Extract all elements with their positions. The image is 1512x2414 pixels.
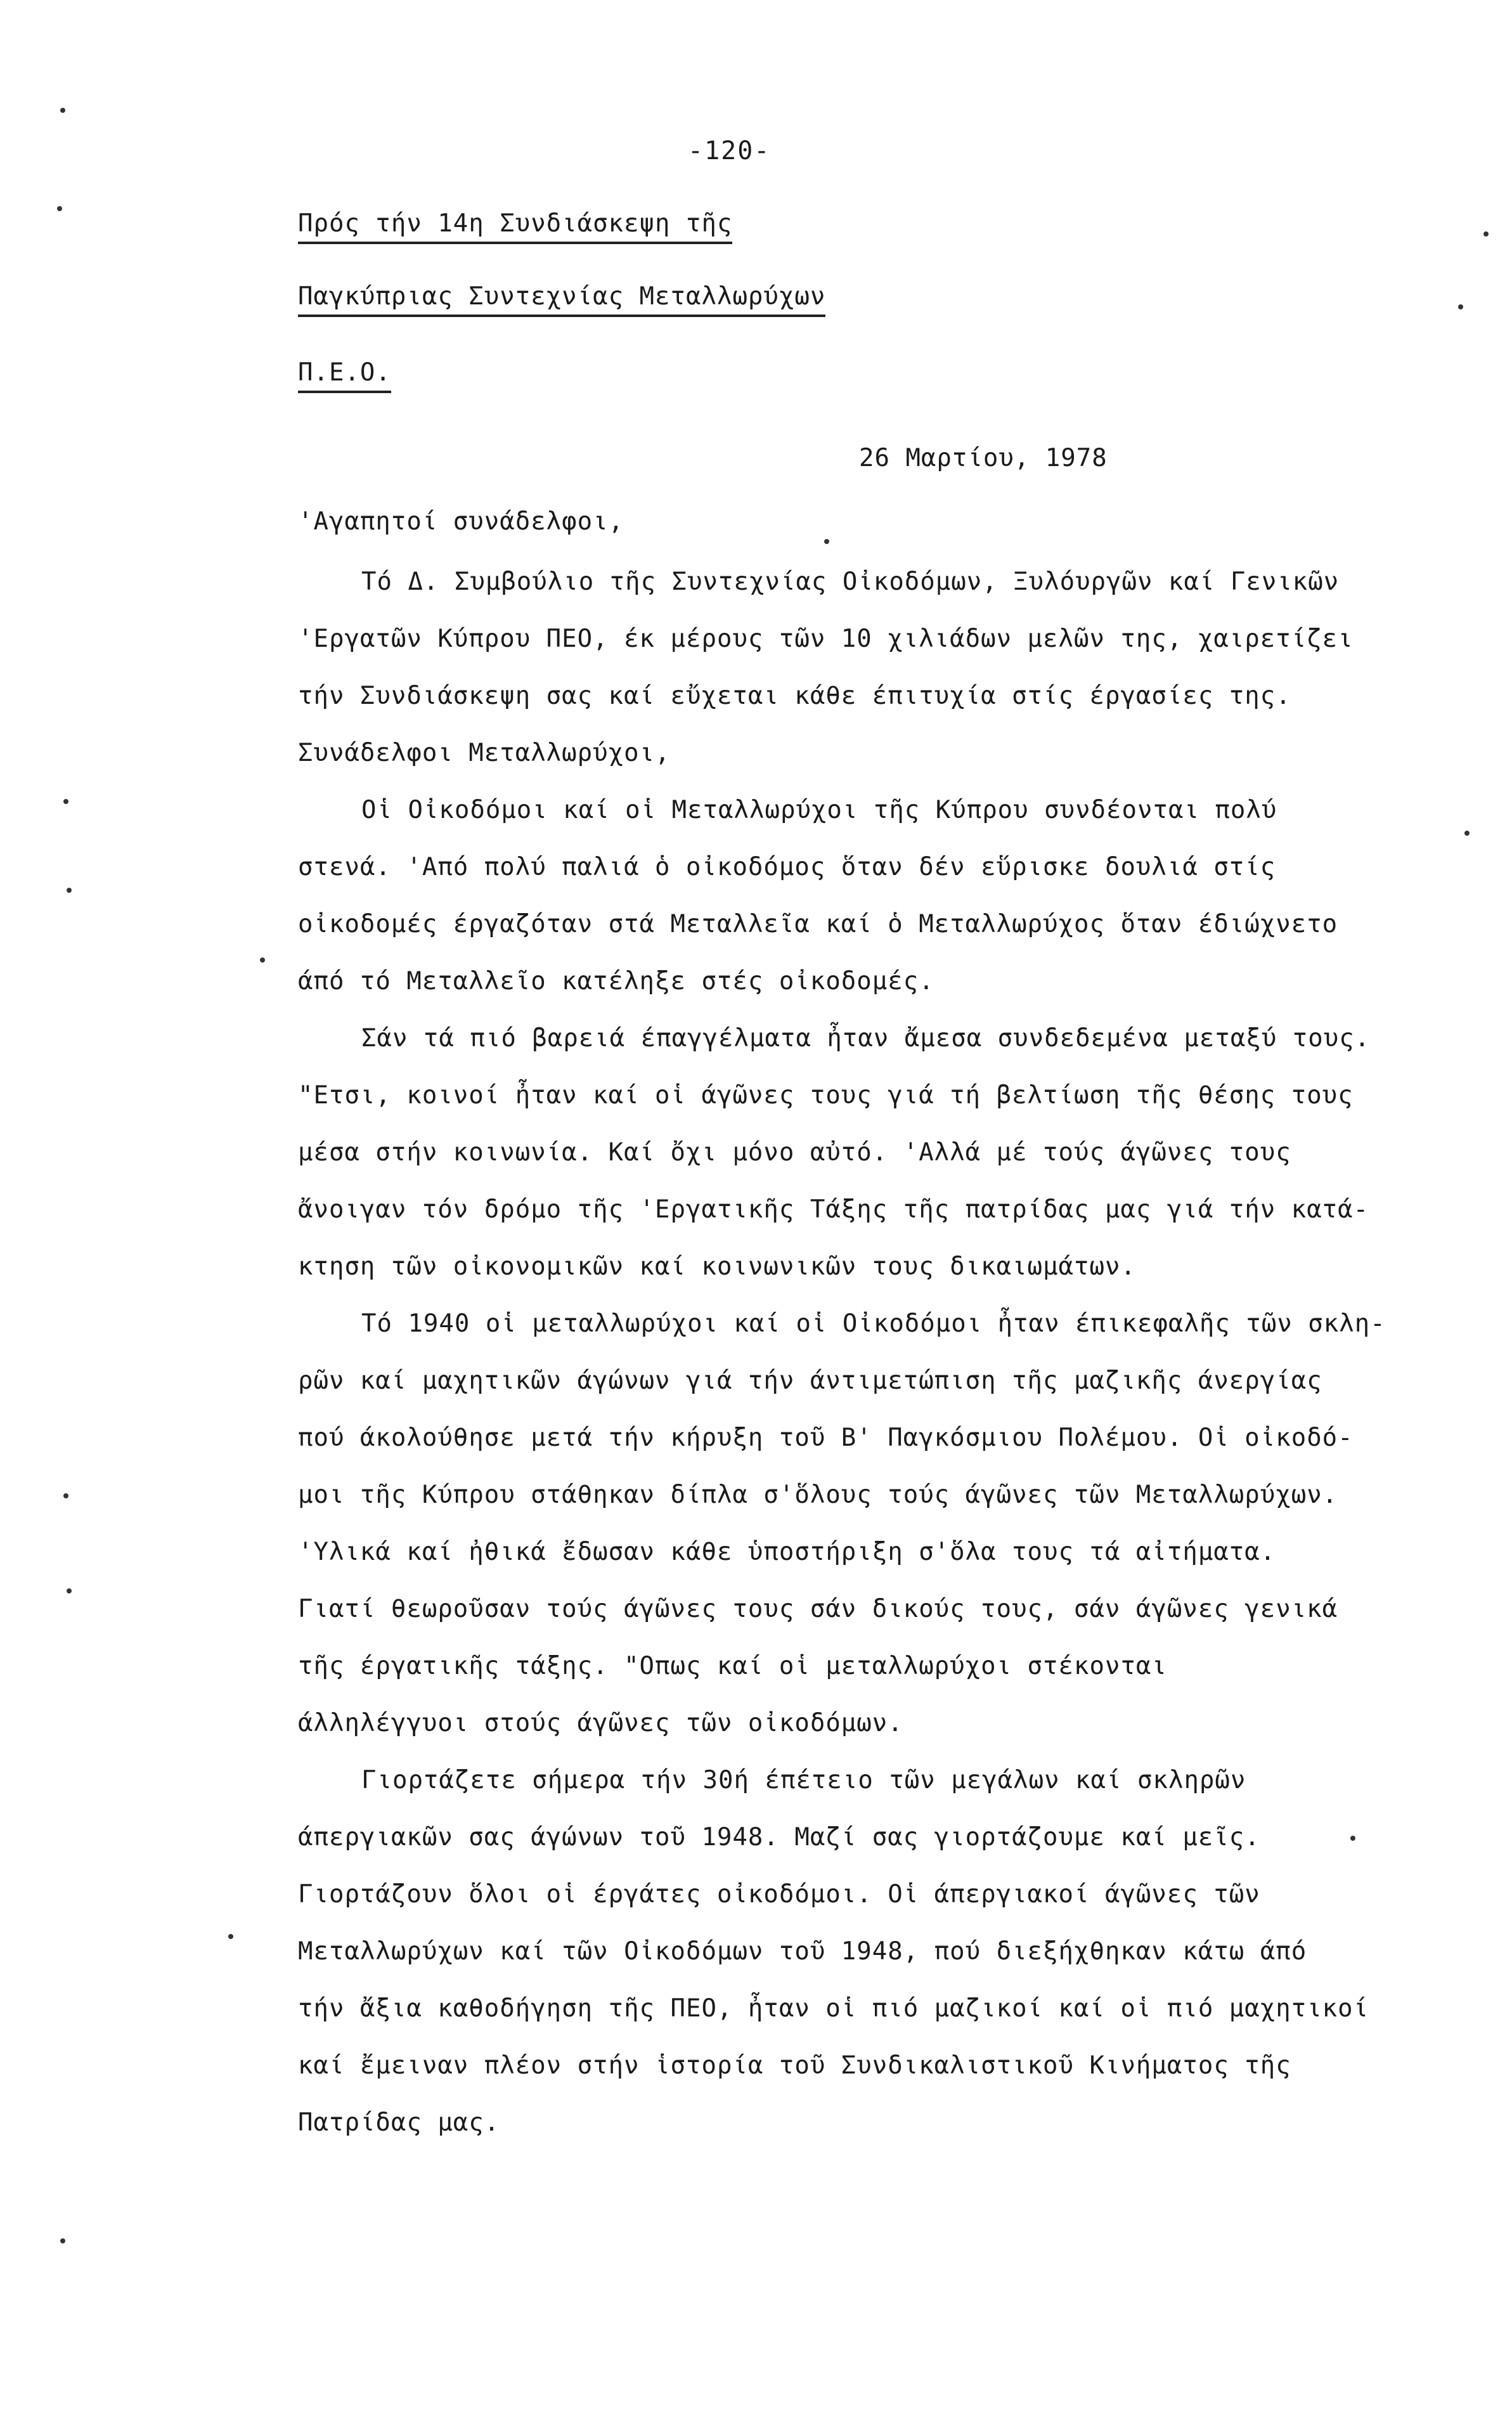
body-line: 'Υλικά καί ἠθικά ἔδωσαν κάθε ὑποστήριξη σ'ὅλα τους τά αἰτήματα. xyxy=(298,1538,1276,1566)
body-line: κτηση τῶν οἰκονομικῶν καί κοινωνικῶν τους δικαιωμάτων. xyxy=(298,1252,1136,1281)
body-line: ρῶν καί μαχητικῶν άγώνων γιά τήν άντιμετώπιση τῆς μαζικῆς άνεργίας xyxy=(298,1366,1322,1395)
letter-date: 26 Μαρτίου, 1978 xyxy=(859,444,1108,472)
body-line: άπό τό Μεταλλεῖο κατέληξε στές οἰκοδομές. xyxy=(298,967,934,996)
page-number: -120- xyxy=(688,136,771,165)
body-line: 'Εργατῶν Κύπρου ΠΕΟ, έκ μέρους τῶν 10 χιλιάδων μελῶν της, χαιρετίζει xyxy=(298,625,1354,653)
body-line: τήν ἄξια καθοδήγηση τῆς ΠΕΟ, ἦταν οἱ πιό μαζικοί καί οἱ πιό μαχητικοί xyxy=(298,1994,1369,2023)
body-line: καί ἔμειναν πλέον στήν ἱστορία τοῦ Συνδικαλιστικοῦ Κινήματος τῆς xyxy=(298,2051,1291,2080)
scan-speck xyxy=(60,108,65,113)
body-line: Οἱ Οἰκοδόμοι καί οἱ Μεταλλωρύχοι τῆς Κύπρου συνδέονται πολύ xyxy=(361,796,1277,824)
scan-speck xyxy=(57,206,62,211)
scan-speck xyxy=(1350,1836,1355,1841)
scan-speck xyxy=(63,799,68,804)
scan-speck xyxy=(1458,304,1463,309)
body-line: Συνάδελφοι Μεταλλωρύχοι, xyxy=(298,739,671,767)
body-line: ἄνοιγαν τόν δρόμο τῆς 'Εργατικῆς Τάξης τῆς πατρίδας μας γιά τήν κατά- xyxy=(298,1195,1369,1224)
body-line: στενά. 'Από πολύ παλιά ὁ οἰκοδόμος ὅταν δέν εὕρισκε δουλιά στίς xyxy=(298,853,1276,881)
body-line: "Ετσι, κοινοί ἦταν καί οἱ άγῶνες τους γιά τή βελτίωση τῆς θέσης τους xyxy=(298,1081,1354,1110)
body-line: πού άκολούθησε μετά τήν κήρυξη τοῦ Β' Παγκόσμιου Πολέμου. Οἱ οἰκοδό- xyxy=(298,1424,1354,1452)
address-line-2: Παγκύπριας Συντεχνίας Μεταλλωρύχων xyxy=(298,282,825,317)
scan-speck xyxy=(60,2238,65,2243)
body-line: άλληλέγγυοι στούς άγῶνες τῶν οἰκοδόμων. xyxy=(298,1709,903,1737)
scan-speck xyxy=(67,888,72,893)
body-line: Τό 1940 οἱ μεταλλωρύχοι καί οἱ Οἰκοδόμοι ἦταν έπικεφαλῆς τῶν σκλη- xyxy=(361,1309,1386,1338)
body-line: μοι τῆς Κύπρου στάθηκαν δίπλα σ'ὅλους τούς άγῶνες τῶν Μεταλλωρύχων. xyxy=(298,1481,1338,1509)
body-line: Πατρίδας μας. xyxy=(298,2108,500,2137)
body-line: Γιορτάζετε σήμερα τήν 30ή έπέτειο τῶν μεγάλων καί σκληρῶν xyxy=(361,1766,1246,1794)
scan-speck xyxy=(1483,231,1489,237)
body-line: Γιορτάζουν ὅλοι οἱ έργάτες οἰκοδόμοι. Οἱ άπεργιακοί άγῶνες τῶν xyxy=(298,1880,1260,1909)
scan-speck xyxy=(1464,831,1470,836)
body-line: οἰκοδομές έργαζόταν στά Μεταλλεῖα καί ὁ Μεταλλωρύχος ὅταν έδιώχνετο xyxy=(298,910,1338,938)
body-line: Σάν τά πιό βαρειά έπαγγέλματα ἦταν ἄμεσα συνδεδεμένα μεταξύ τους. xyxy=(361,1024,1371,1053)
body-line: άπεργιακῶν σας άγώνων τοῦ 1948. Μαζί σας γιορτάζουμε καί μεῖς. xyxy=(298,1823,1260,1852)
address-line-3: Π.Ε.Ο. xyxy=(298,358,391,393)
body-line: Γιατί θεωροῦσαν τούς άγῶνες τους σάν δικούς τους, σάν άγῶνες γενικά xyxy=(298,1595,1338,1623)
body-line: τήν Συνδιάσκεψη σας καί εὔχεται κάθε έπιτυχία στίς έργασίες της. xyxy=(298,682,1291,710)
scan-speck xyxy=(63,1493,68,1498)
scan-speck xyxy=(67,1588,72,1593)
scan-speck xyxy=(260,957,265,963)
scan-speck xyxy=(824,539,829,544)
body-line: Τό Δ. Συμβούλιο τῆς Συντεχνίας Οἰκοδόμων, Ξυλόυργῶν καί Γενικῶν xyxy=(361,568,1340,596)
body-line: τῆς έργατικῆς τάξης. "Οπως καί οἱ μεταλλωρύχοι στέκονται xyxy=(298,1652,1167,1680)
address-line-1: Πρός τήν 14η Συνδιάσκεψη τῆς xyxy=(298,209,732,244)
body-line: μέσα στήν κοινωνία. Καί ὄχι μόνο αὐτό. 'Αλλά μέ τούς άγῶνες τους xyxy=(298,1138,1291,1167)
body-line: Μεταλλωρύχων καί τῶν Οἰκοδόμων τοῦ 1948, πού διεξήχθηκαν κάτω άπό xyxy=(298,1937,1307,1966)
salutation: 'Αγαπητοί συνάδελφοι, xyxy=(298,507,624,536)
scan-speck xyxy=(228,1934,233,1939)
